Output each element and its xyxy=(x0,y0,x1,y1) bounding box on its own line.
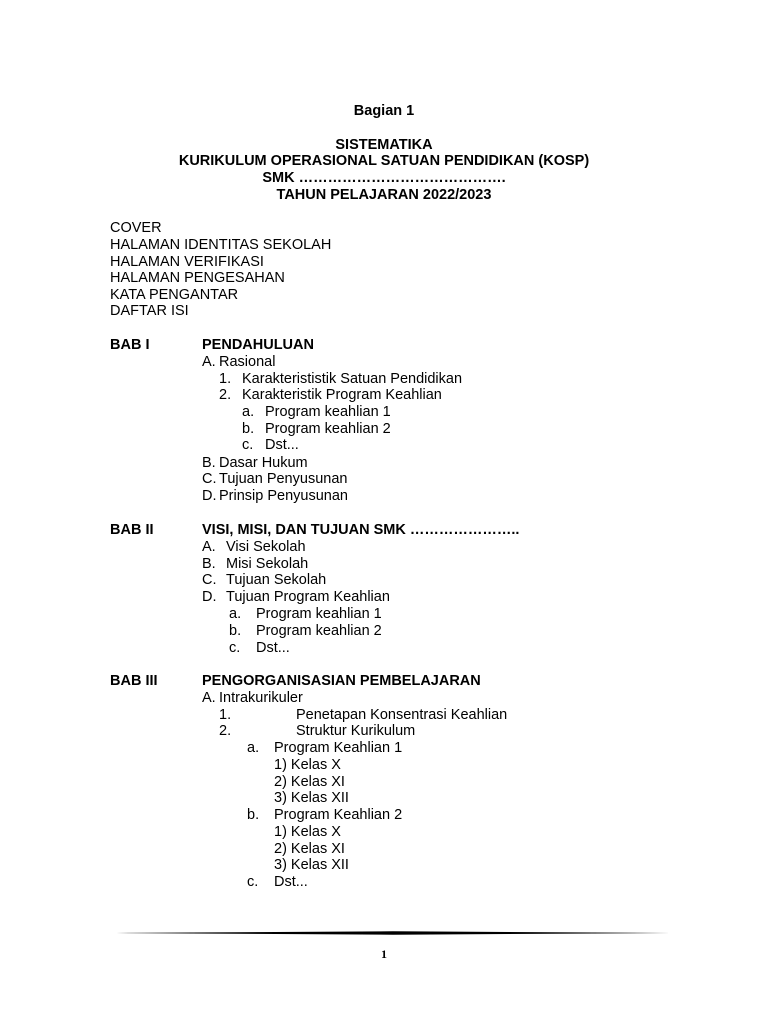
bab-1-label: BAB I xyxy=(110,337,150,353)
subsection-item: Program keahlian 2 xyxy=(256,623,382,639)
part-label: Bagian 1 xyxy=(353,103,415,119)
section-item: Prinsip Penyusunan xyxy=(219,488,348,504)
footer-divider xyxy=(116,931,670,935)
list-marker: A. xyxy=(202,539,216,555)
list-marker: b. xyxy=(247,807,260,823)
subsection-item: Karakterististik Satuan Pendidikan xyxy=(242,371,463,387)
subsection-item: Penetapan Konsentrasi Keahlian xyxy=(296,707,508,723)
list-marker: c. xyxy=(247,874,259,890)
list-marker: C. xyxy=(202,471,217,487)
sub-subsection-item: Dst... xyxy=(274,874,308,890)
front-matter-item: DAFTAR ISI xyxy=(110,303,189,319)
subsection-item: Karakteristik Program Keahlian xyxy=(242,387,442,403)
bab-1-title: PENDAHULUAN xyxy=(202,337,314,353)
list-marker: D. xyxy=(202,589,217,605)
section-item: Rasional xyxy=(219,354,276,370)
front-matter-item: COVER xyxy=(110,220,162,236)
list-marker: c. xyxy=(229,640,241,656)
doc-title-line-4: TAHUN PELAJARAN 2022/2023 xyxy=(276,187,492,203)
class-item: 3) Kelas XII xyxy=(274,857,349,873)
subsection-item: Program keahlian 1 xyxy=(256,606,382,622)
section-item: Tujuan Sekolah xyxy=(226,572,327,588)
sub-subsection-item: Program Keahlian 2 xyxy=(274,807,403,823)
list-marker: A. xyxy=(202,690,216,706)
subsection-item: Struktur Kurikulum xyxy=(296,723,416,739)
class-item: 3) Kelas XII xyxy=(274,790,349,806)
class-item: 2) Kelas XI xyxy=(274,774,345,790)
section-item: Misi Sekolah xyxy=(226,556,309,572)
list-marker: B. xyxy=(202,556,216,572)
section-item: Tujuan Penyusunan xyxy=(219,471,348,487)
list-marker: 1. xyxy=(219,707,232,723)
doc-title-line-3: SMK ……………………………………. xyxy=(262,170,506,186)
list-marker: a. xyxy=(242,404,255,420)
bab-3-title: PENGORGANISASIAN PEMBELAJARAN xyxy=(202,673,481,689)
list-marker: b. xyxy=(229,623,242,639)
list-marker: B. xyxy=(202,455,216,471)
list-marker: C. xyxy=(202,572,217,588)
doc-title-line-2: KURIKULUM OPERASIONAL SATUAN PENDIDIKAN (KOSP) xyxy=(178,153,590,169)
section-item: Tujuan Program Keahlian xyxy=(226,589,390,605)
list-marker: 2. xyxy=(219,723,232,739)
front-matter-item: HALAMAN PENGESAHAN xyxy=(110,270,285,286)
section-item: Visi Sekolah xyxy=(226,539,306,555)
list-marker: 2. xyxy=(219,387,232,403)
list-marker: c. xyxy=(242,437,254,453)
front-matter-item: HALAMAN VERIFIKASI xyxy=(110,254,264,270)
section-item: Intrakurikuler xyxy=(219,690,303,706)
bab-2-label: BAB II xyxy=(110,522,154,538)
list-marker: a. xyxy=(229,606,242,622)
class-item: 2) Kelas XI xyxy=(274,841,345,857)
section-item: Dasar Hukum xyxy=(219,455,308,471)
sub-subsection-item: Program keahlian 1 xyxy=(265,404,391,420)
list-marker: b. xyxy=(242,421,255,437)
class-item: 1) Kelas X xyxy=(274,824,341,840)
front-matter-item: KATA PENGANTAR xyxy=(110,287,239,303)
list-marker: A. xyxy=(202,354,216,370)
list-marker: 1. xyxy=(219,371,232,387)
page-number: 1 xyxy=(381,947,387,961)
sub-subsection-item: Dst... xyxy=(265,437,299,453)
bab-2-title: VISI, MISI, DAN TUJUAN SMK ………………….. xyxy=(202,522,520,538)
subsection-item: Dst... xyxy=(256,640,290,656)
sub-subsection-item: Program keahlian 2 xyxy=(265,421,391,437)
front-matter-item: HALAMAN IDENTITAS SEKOLAH xyxy=(110,237,332,253)
doc-title-line-1: SISTEMATIKA xyxy=(335,137,433,153)
class-item: 1) Kelas X xyxy=(274,757,341,773)
list-marker: a. xyxy=(247,740,260,756)
sub-subsection-item: Program Keahlian 1 xyxy=(274,740,403,756)
list-marker: D. xyxy=(202,488,217,504)
bab-3-label: BAB III xyxy=(110,673,158,689)
